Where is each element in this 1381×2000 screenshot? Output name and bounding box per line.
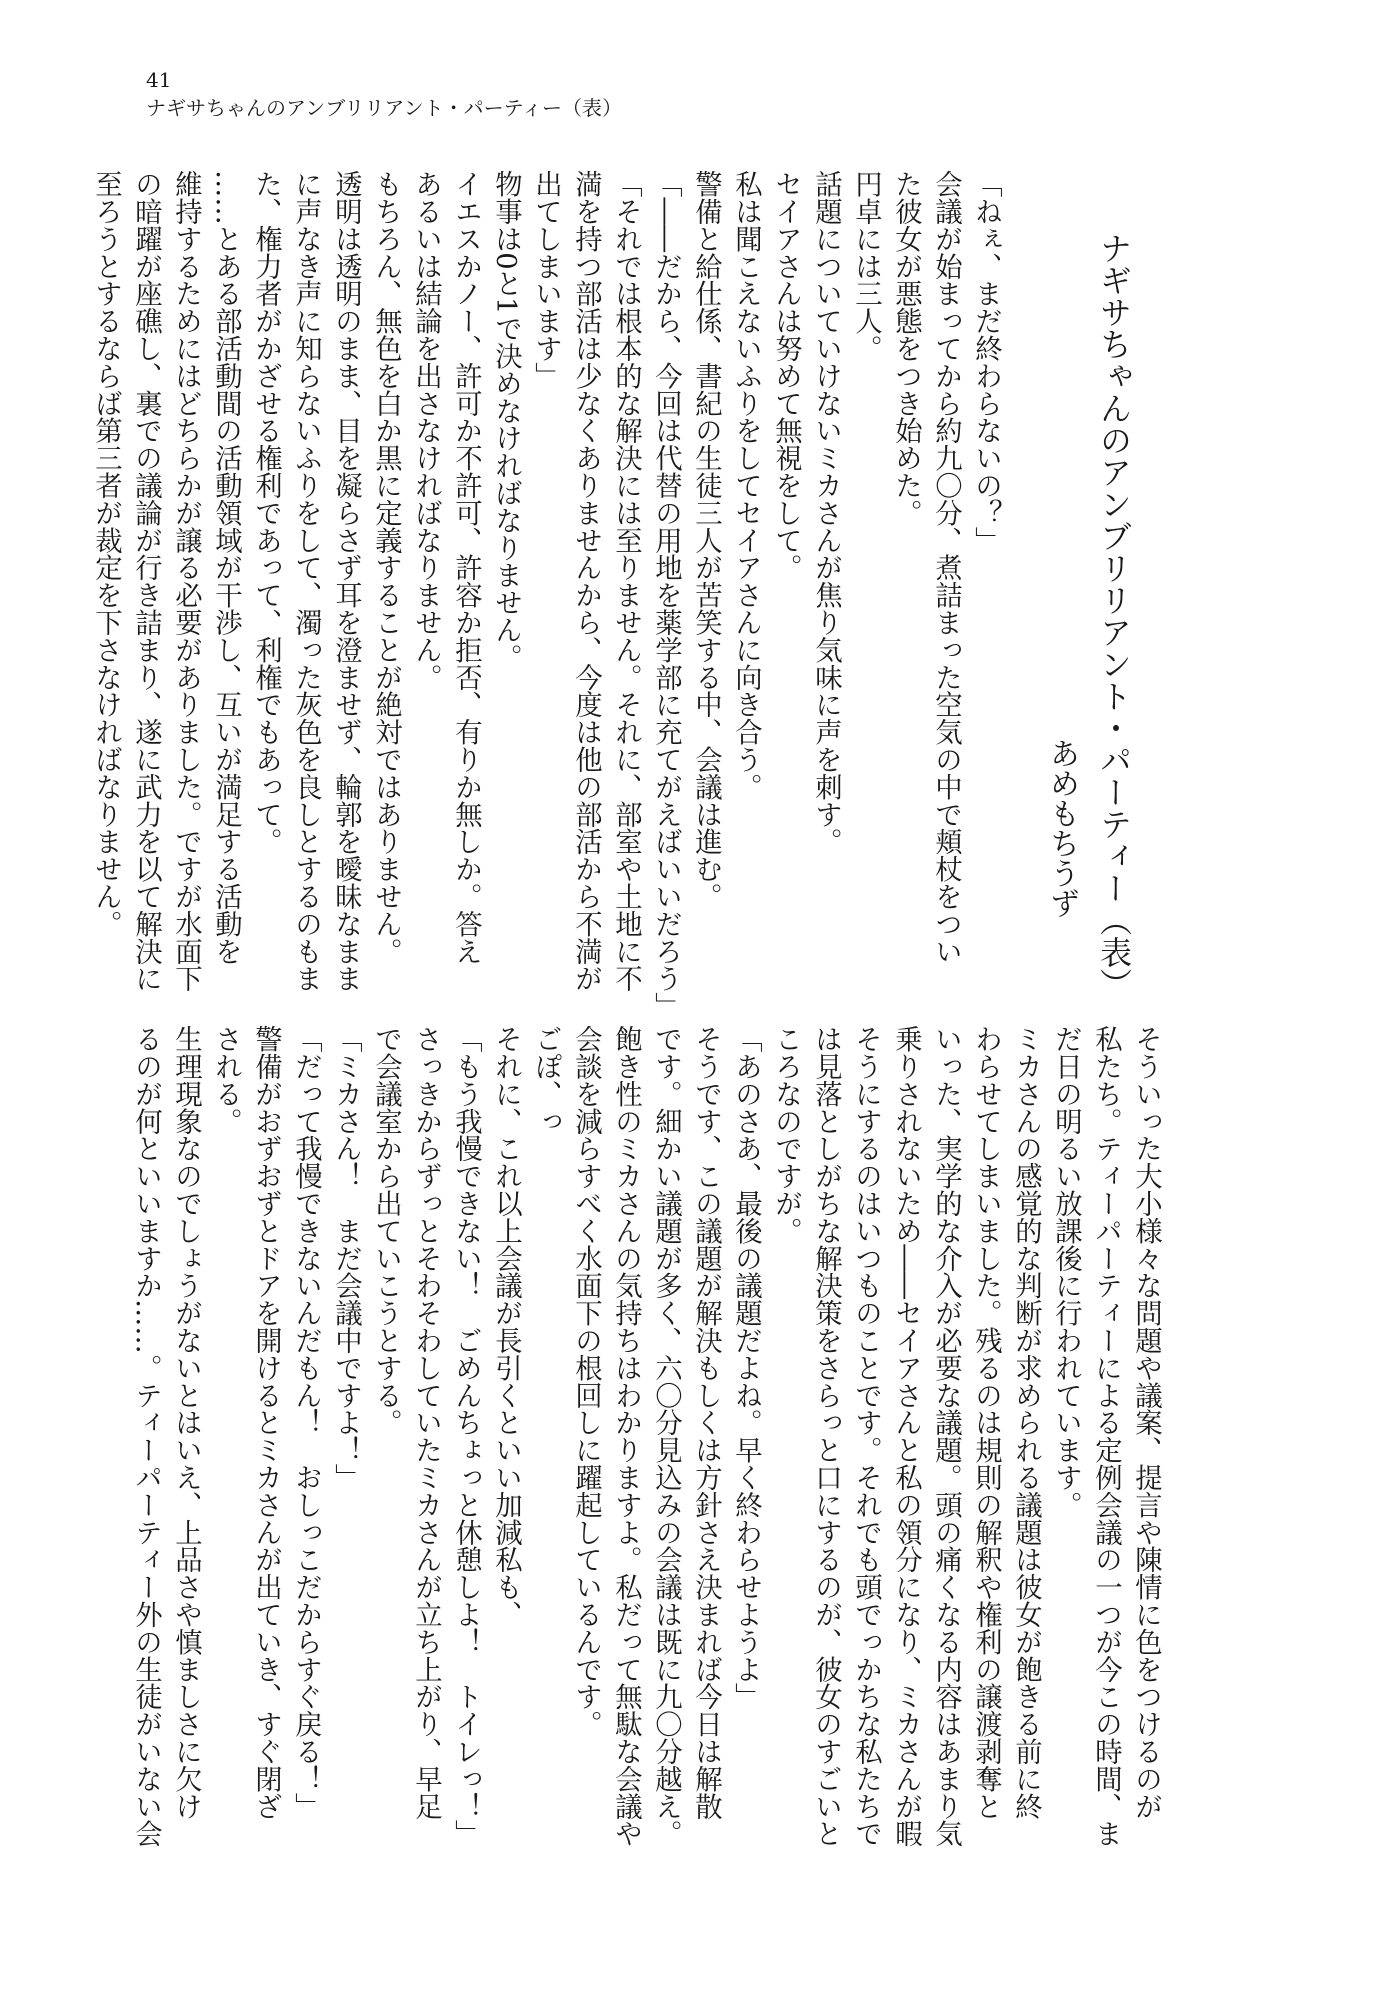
text-line: は見落としがちな解決策をさらっと口にするのが、彼女のすごいと — [810, 1025, 841, 1847]
text-line: ……とある部活動間の活動領域が干渉し、互いが満足する活動を — [210, 170, 241, 965]
text-line: 私たち。ティーパーティーによる定例会議の一つが今この時間、ま — [1090, 1025, 1121, 1847]
author-name: あめもちうず — [1044, 738, 1079, 918]
story-title: ナギサちゃんのアンブリリアント・パーティー（表） — [1095, 232, 1133, 1000]
text-line: 至ろうとするならば第三者が裁定を下さなければなりません。 — [90, 170, 121, 938]
running-head: ナギサちゃんのアンブリリアント・パーティー（表） — [146, 96, 622, 120]
text-line: 警備がおずおずとドアを開けるとミカさんが出ていき、すぐ閉ざ — [250, 1025, 281, 1820]
text-line: 維持するためにはどちらかが譲る必要がありました。ですが水面下 — [170, 170, 201, 992]
text-line: た彼女が悪態をつき始めた。 — [890, 170, 921, 527]
text-line: に声なき声に知らないふりをして、濁った灰色を良しとするのもま — [290, 170, 321, 992]
text-line: それに、これ以上会議が長引くといい加減私も、 — [490, 1025, 521, 1628]
text-line: 「あのさあ、最後の議題だよね。早く終わらせようよ」 — [730, 1025, 761, 1710]
text-line: セイアさんは努めて無視をして。 — [770, 170, 801, 581]
text-line: 「ミカさん！ まだ会議中ですよ！」 — [330, 1025, 361, 1491]
text-line: わらせてしまいました。残るのは規則の解釈や権利の譲渡剥奪と — [970, 1025, 1001, 1820]
text-line: 「――だから、今回は代替の用地を薬学部に充てがえばいいだろう」 — [650, 170, 681, 1020]
text-line: もちろん、無色を白か黒に定義することが絶対ではありません。 — [370, 170, 401, 965]
text-line: そういった大小様々な問題や議案、提言や陳情に色をつけるのが — [1130, 1025, 1161, 1820]
text-line: 会議が始まってから約九〇分、煮詰まった空気の中で頬杖をつい — [930, 170, 961, 965]
text-line: 私は聞こえないふりをしてセイアさんに向き合う。 — [730, 170, 761, 801]
text-line: 出てしまいます」 — [530, 170, 561, 390]
text-line: るのが何といいますか……。ティーパーティー外の生徒がいない会 — [130, 1025, 161, 1847]
text-line: ころなのですが。 — [770, 1025, 801, 1245]
text-line: です。細かい議題が多く、六〇分見込みの会議は既に九〇分越え。 — [650, 1025, 681, 1847]
text-line: 「ねぇ、まだ終わらないの？」 — [970, 170, 1001, 554]
text-line: 「それでは根本的な解決には至りません。それに、部室や土地に不 — [610, 170, 641, 992]
text-line: 飽き性のミカさんの気持ちはわかりますよ。私だって無駄な会議や — [610, 1025, 641, 1847]
text-line: 警備と給仕係、書紀の生徒三人が苦笑する中、会議は進む。 — [690, 170, 721, 910]
text-line: いった、実学的な介入が必要な議題。頭の痛くなる内容はあまり気 — [930, 1025, 961, 1847]
text-line: 乗りされないため――セイアさんと私の領分になり、ミカさんが暇 — [890, 1025, 921, 1847]
text-line: た、権力者がかざせる権利であって、利権でもあって。 — [250, 170, 281, 855]
text-line: 「もう我慢できない！ ごめんちょっと休憩しよ！ トイレっ！」 — [450, 1025, 481, 1847]
text-line: ごぽ、っ — [530, 1025, 561, 1135]
text-line: 円卓には三人。 — [850, 170, 881, 362]
text-line: で会議室から出ていこうとする。 — [370, 1025, 401, 1436]
text-line: イエスかノー、許可か不許可、許容か拒否、有りか無しか。答え — [450, 170, 481, 965]
body-text-lower — [130, 1025, 1165, 1855]
page-number: 41 — [146, 68, 172, 92]
text-line: あるいは結論を出さなければなりません。 — [410, 170, 441, 691]
text-line: の暗躍が座礁し、裏での議論が行き詰まり、遂に武力を以て解決に — [130, 170, 161, 992]
text-line: 物事は0と1で決めなければなりません。 — [490, 170, 521, 671]
text-line: だ日の明るい放課後に行われています。 — [1050, 1025, 1081, 1519]
text-line: 生理現象なのでしょうがないとはいえ、上品さや慎ましさに欠け — [170, 1025, 201, 1820]
text-line: 会談を減らすべく水面下の根回しに躍起しているんです。 — [570, 1025, 601, 1738]
text-line: さっきからずっとそわそわしていたミカさんが立ち上がり、早足 — [410, 1025, 441, 1820]
text-line: 透明は透明のまま、目を凝らさず耳を澄ませず、輪郭を曖昧なまま — [330, 170, 361, 992]
text-line: そうにするのはいつものことです。それでも頭でっかちな私たちで — [850, 1025, 881, 1847]
text-line: される。 — [210, 1025, 241, 1135]
text-line: そうです、この議題が解決もしくは方針さえ決まれば今日は解散 — [690, 1025, 721, 1820]
text-line: ミカさんの感覚的な判断が求められる議題は彼女が飽きる前に終 — [1010, 1025, 1041, 1820]
body-text-upper — [90, 170, 1005, 1020]
text-line: 話題についていけないミカさんが焦り気味に声を刺す。 — [810, 170, 841, 855]
text-line: 「だって我慢できないんだもん！ おしっこだからすぐ戻る！」 — [290, 1025, 321, 1820]
text-line: 満を持つ部活は少なくありませんから、今度は他の部活から不満が — [570, 170, 601, 992]
